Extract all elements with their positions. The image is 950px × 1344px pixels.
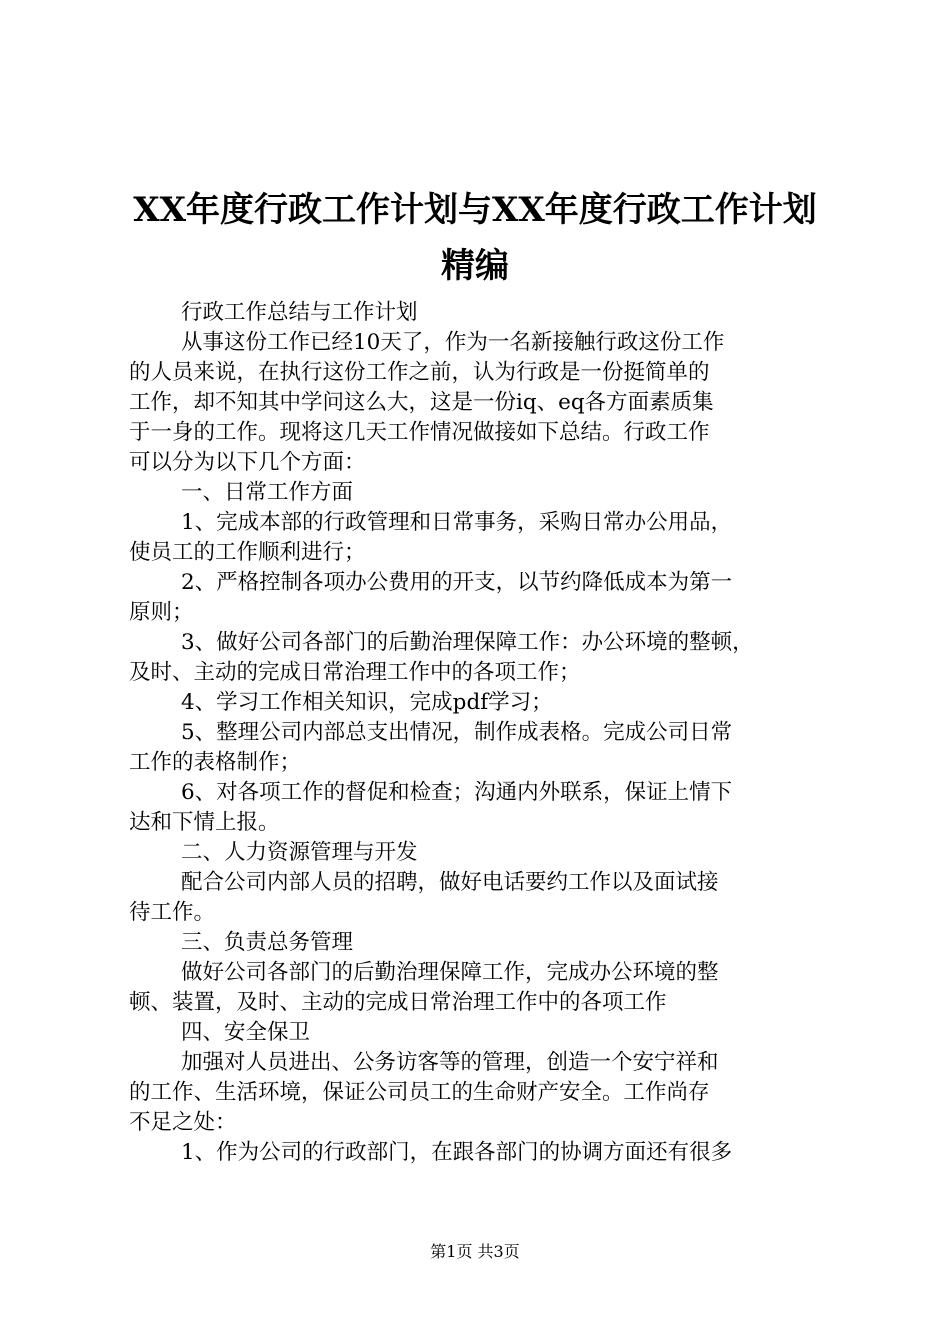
body-line: 一、日常工作方面 [181, 480, 354, 505]
body-line: 的人员来说，在执行这份工作之前，认为行政是一份挺简单的 [129, 360, 710, 385]
body-line: 5、整理公司内部总支出情况，制作成表格。完成公司日常 [181, 720, 733, 745]
body-line: 配合公司内部人员的招聘，做好电话要约工作以及面试接 [181, 870, 719, 895]
body-line: 达和下情上报。 [129, 810, 280, 835]
body-line: 做好公司各部门的后勤治理保障工作，完成办公环境的整 [181, 960, 719, 985]
body-line: 原则； [129, 600, 194, 625]
body-line: 二、人力资源管理与开发 [181, 840, 418, 865]
document-body [129, 298, 829, 1168]
document-title-line-2: 精编 [441, 246, 509, 286]
body-line: 于一身的工作。现将这几天工作情况做接如下总结。行政工作 [129, 420, 710, 445]
body-line: 工作的表格制作； [129, 750, 302, 775]
body-line: 四、安全保卫 [181, 1020, 311, 1045]
page-number-footer: 第1页 共3页 [430, 1242, 520, 1261]
document-title-line-1: XX年度行政工作计划与XX年度行政工作计划 [133, 190, 817, 230]
body-line: 工作，却不知其中学问这么大，这是一份iq、eq各方面素质集 [129, 390, 714, 415]
body-line: 及时、主动的完成日常治理工作中的各项工作； [129, 660, 581, 685]
body-line: 4、学习工作相关知识，完成pdf学习； [181, 690, 553, 715]
body-line: 2、严格控制各项办公费用的开支，以节约降低成本为第一 [181, 570, 733, 595]
body-line: 使员工的工作顺利进行； [129, 540, 366, 565]
body-line: 三、负责总务管理 [181, 930, 354, 955]
body-line: 从事这份工作已经10天了，作为一名新接触行政这份工作 [181, 330, 725, 355]
body-line: 的工作、生活环境，保证公司员工的生命财产安全。工作尚存 [129, 1080, 710, 1105]
body-line: 6、对各项工作的督促和检查；沟通内外联系，保证上情下 [181, 780, 733, 805]
body-line: 不足之处： [129, 1110, 237, 1135]
body-line: 3、做好公司各部门的后勤治理保障工作：办公环境的整顿， [181, 630, 754, 655]
body-line: 顿、装置，及时、主动的完成日常治理工作中的各项工作 [129, 990, 667, 1015]
body-line: 1、完成本部的行政管理和日常事务，采购日常办公用品， [181, 510, 733, 535]
body-line: 行政工作总结与工作计划 [181, 300, 418, 325]
body-line: 待工作。 [129, 900, 216, 925]
body-line: 1、作为公司的行政部门，在跟各部门的协调方面还有很多 [181, 1140, 733, 1165]
body-line: 加强对人员进出、公务访客等的管理，创造一个安宁祥和 [181, 1050, 719, 1075]
body-line: 可以分为以下几个方面： [129, 450, 366, 475]
